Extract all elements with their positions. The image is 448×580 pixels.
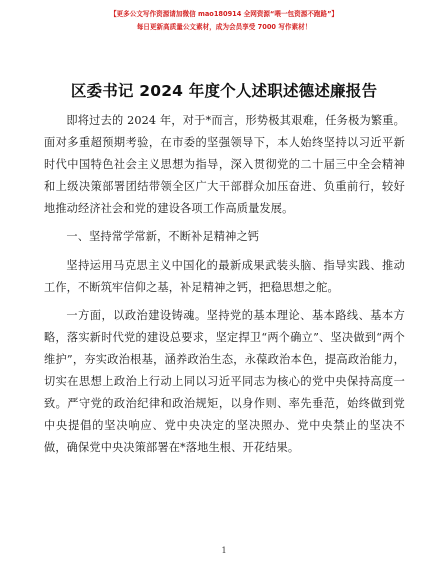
promo-banner bbox=[0, 8, 448, 34]
body-paragraph: 坚持运用马克思主义中国化的最新成果武装头脑、指导实践、推动工作，不断筑牢信仰之基，补足精神之钙，把稳思想之舵。 bbox=[44, 259, 405, 294]
promo-line-2: 每日更新高质量公文素材，成为会员享受 7000 写作素材！ bbox=[136, 23, 312, 31]
intro-paragraph: 即将过去的 2024 年，对于*而言，形势极其艰难，任务极为繁重。面对多重超预期考验，在市委的坚强领导下，本人始终坚持以习近平新时代中国特色社会主义思想为指导，深入贯彻党的二十届三中全会精神和上级决策部署团结带领全区广大干部群众加压奋进、负重前行，较好地推动经济社会和党的建设各项工作高质量发展。 bbox=[44, 114, 405, 215]
promo-line-1: 【更多公文写作资源请加微信 mao180914 全网资源“喂一包资源不跑路”】 bbox=[109, 10, 339, 18]
document-title: 区委书记 2024 年度个人述职述德述廉报告 bbox=[70, 82, 378, 100]
page-number: 1 bbox=[221, 546, 227, 555]
document-body bbox=[44, 110, 405, 465]
section-heading: 一、坚持常学常新，不断补足精神之钙 bbox=[66, 230, 260, 243]
body-paragraph: 一方面，以政治建设铸魂。坚持党的基本理论、基本路线、基本方略，落实新时代党的建设总要求，坚定捍卫“两个确立”、坚决做到“两个维护”，夯实政治根基，涵养政治生态，永葆政治本色，提高政治能力，切实在思想上政治上行动上同以习近平同志为核心的党中央保持高度一致。严守党的政治纪律和政治规矩，以身作则、率先垂范，始终做到党中央提倡的坚决响应、党中央决定的坚决照办、党中央禁止的坚决不做，确保党中央决策部署在*落地生根、开花结果。 bbox=[44, 309, 405, 454]
